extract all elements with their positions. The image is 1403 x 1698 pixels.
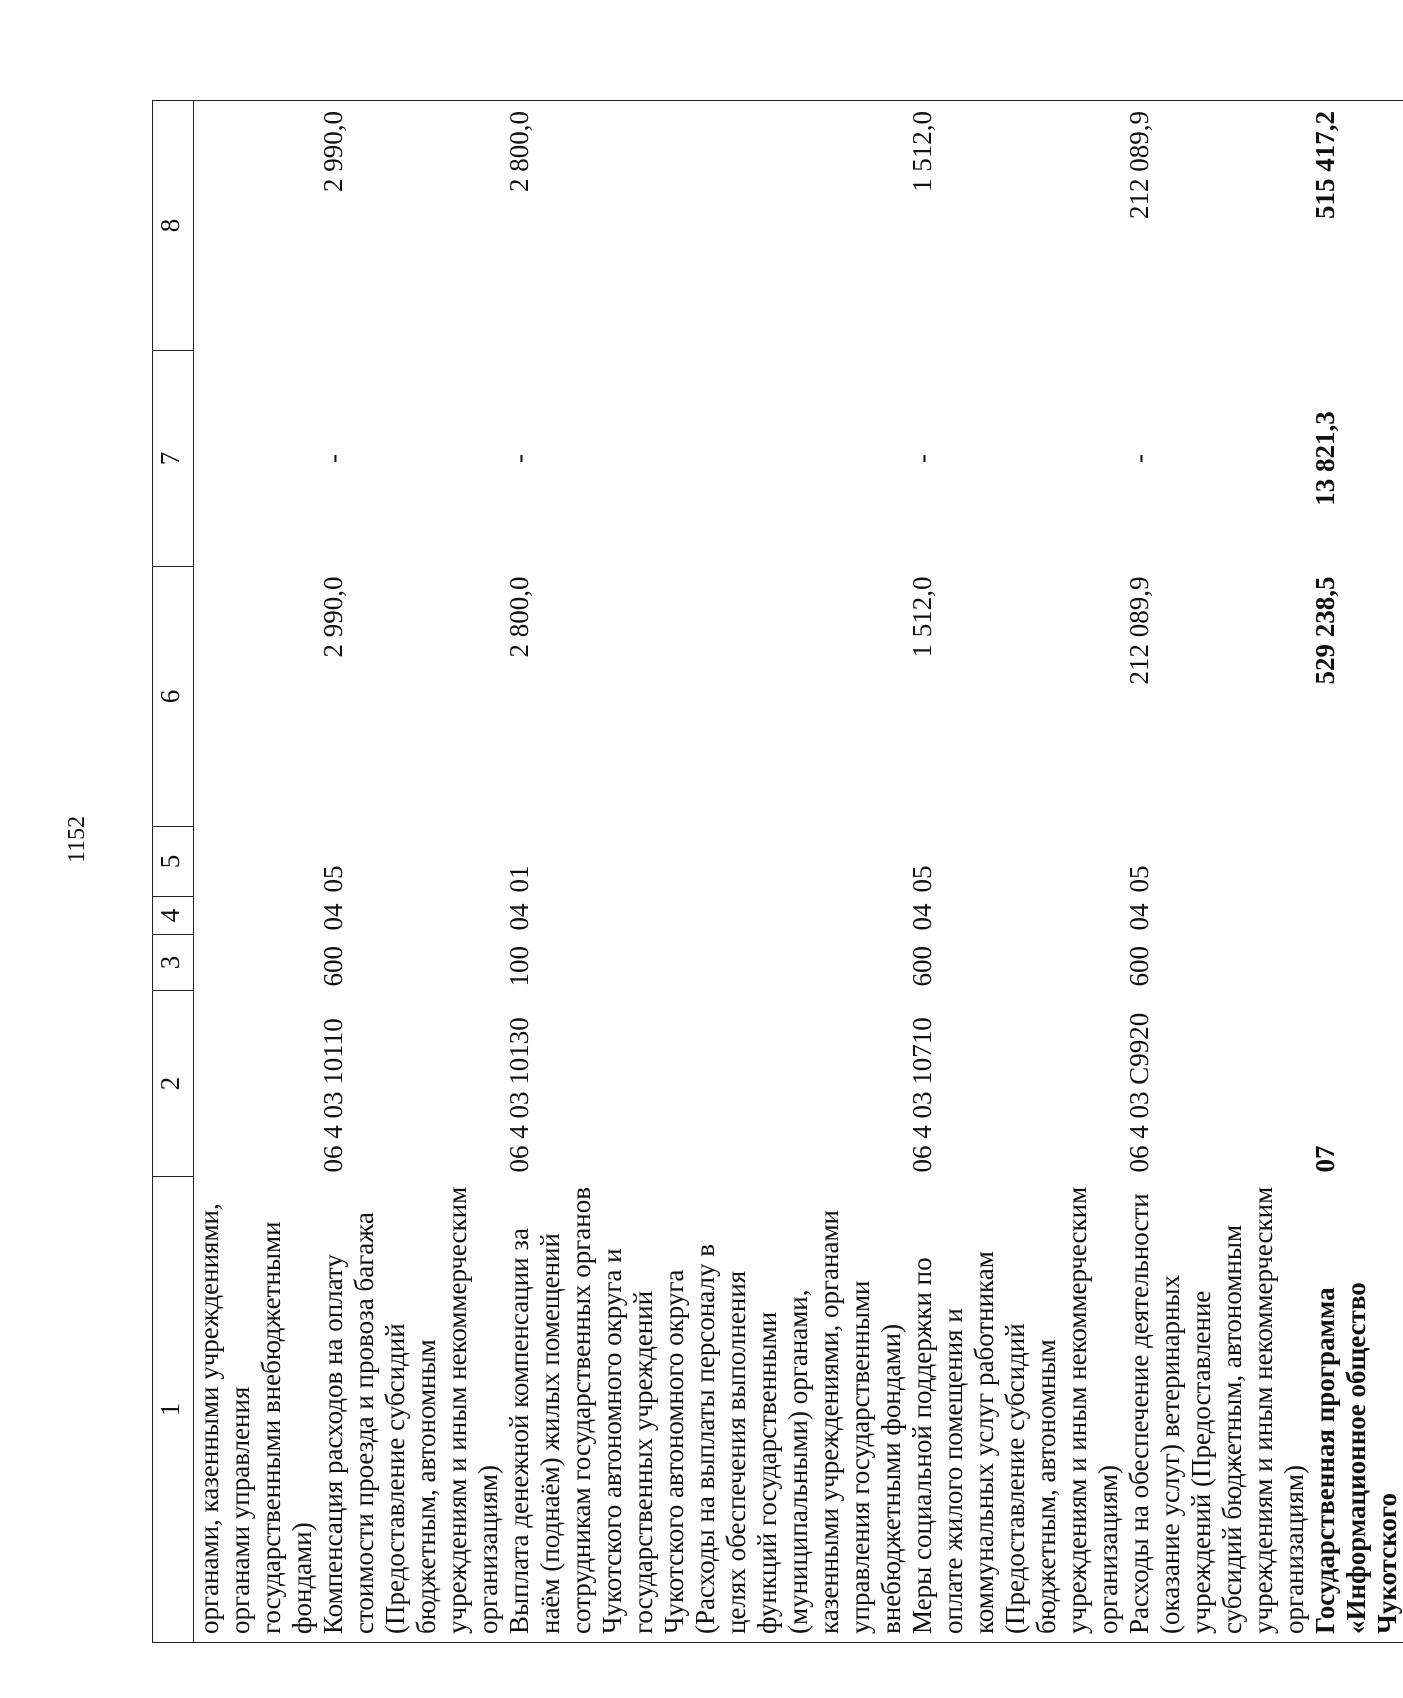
row-name: Государственная программа «Информационное общество Чукотского [1310,1177,1403,1643]
row-c8 [194,101,319,351]
row-c4: 04 [504,903,534,931]
row-c5: 05 [318,865,348,893]
row-code: 06 4 03 10710 [907,1017,937,1173]
row-c7: - [318,454,348,463]
col-header-8: 8 [153,101,194,351]
row-name: Расходы на обеспечение деятельности (оказание услуг) ветеринарных учреждений (Предоставление субсидий бюджетным, автономным учреждениям и иным некоммерческим организациям) [1124,1177,1310,1643]
row-c7: - [504,454,534,463]
row-c6: 2 990,0 [318,576,348,658]
row-c6: 1 512,0 [907,576,937,658]
table-row [907,101,1124,1643]
row-c3: 100 [504,946,534,987]
row-c5: 01 [504,865,534,893]
row-c4 [1310,897,1403,935]
row-c3: 600 [907,946,937,987]
row-code: 07 [1310,1145,1340,1173]
row-c6: 212 089,9 [1124,576,1154,685]
row-c4: 04 [1124,903,1154,931]
row-c8: 212 089,9 [1124,101,1310,351]
row-name: органами, казенными учреждениями, органами управления государственными внебюджетными фондами) [194,1177,319,1643]
row-c5: 05 [907,865,937,893]
table-row [318,101,504,1643]
col-header-3: 3 [153,935,194,991]
row-c6 [194,567,319,827]
row-code: 06 4 03 10130 [504,1017,534,1173]
row-code: 06 4 03 С9920 [1124,1012,1154,1173]
row-c3 [194,935,319,991]
row-c8: 2 990,0 [318,101,504,351]
row-c3 [1310,935,1403,991]
row-c5 [194,827,319,897]
row-name: Меры социальной поддержки по оплате жилого помещения и коммунальных услуг работникам (Предоставление субсидий бюджетным, автономным учреждениям и иным некоммерческим организациям) [907,1177,1124,1643]
row-c5: 05 [1124,865,1154,893]
row-c7: - [1124,454,1154,463]
page-number: 1152 [64,815,90,863]
row-c8: 2 800,0 [504,101,907,351]
row-code: 06 4 03 10110 [318,1018,348,1173]
row-c3: 600 [1124,946,1154,987]
row-c6: 2 800,0 [504,576,534,658]
row-c6: 529 238,5 [1310,576,1340,685]
row-c8: 515 417,2 [1310,101,1403,351]
col-header-2: 2 [153,991,194,1177]
row-c8: 1 512,0 [907,101,1124,351]
row-c3: 600 [318,946,348,987]
row-c7: 13 821,3 [1310,411,1340,506]
header-row [153,101,194,1643]
col-header-1: 1 [153,1177,194,1643]
row-name: Выплата денежной компенсации за наём (поднаём) жилых помещений сотрудникам государственных органов Чукотского автономного округа и государственных учреждений Чукотского автономного округа (Расходы на выплаты персоналу в целях обеспечения выполнения функций государственными (муниципальными) органами, казенными учреждениями, органами управления государственными внебюджетными фондами) [504,1177,907,1643]
table-row [194,101,319,1643]
table-row [1124,101,1310,1643]
col-header-5: 5 [153,827,194,897]
row-name: Компенсация расходов на оплату стоимости проезда и провоза багажа (Предоставление субсидий бюджетным, автономным учреждениям и иным некоммерческим организациям) [318,1177,504,1643]
row-c4: 04 [907,903,937,931]
budget-table [152,100,1403,1643]
col-header-7: 7 [153,351,194,567]
row-c7 [194,351,319,567]
col-header-4: 4 [153,897,194,935]
row-c4: 04 [318,903,348,931]
table-row-program-total [1310,101,1403,1643]
row-c5 [1310,827,1403,897]
row-code [194,991,319,1177]
row-c7: - [907,454,937,463]
col-header-6: 6 [153,567,194,827]
table-row [504,101,907,1643]
row-c4 [194,897,319,935]
